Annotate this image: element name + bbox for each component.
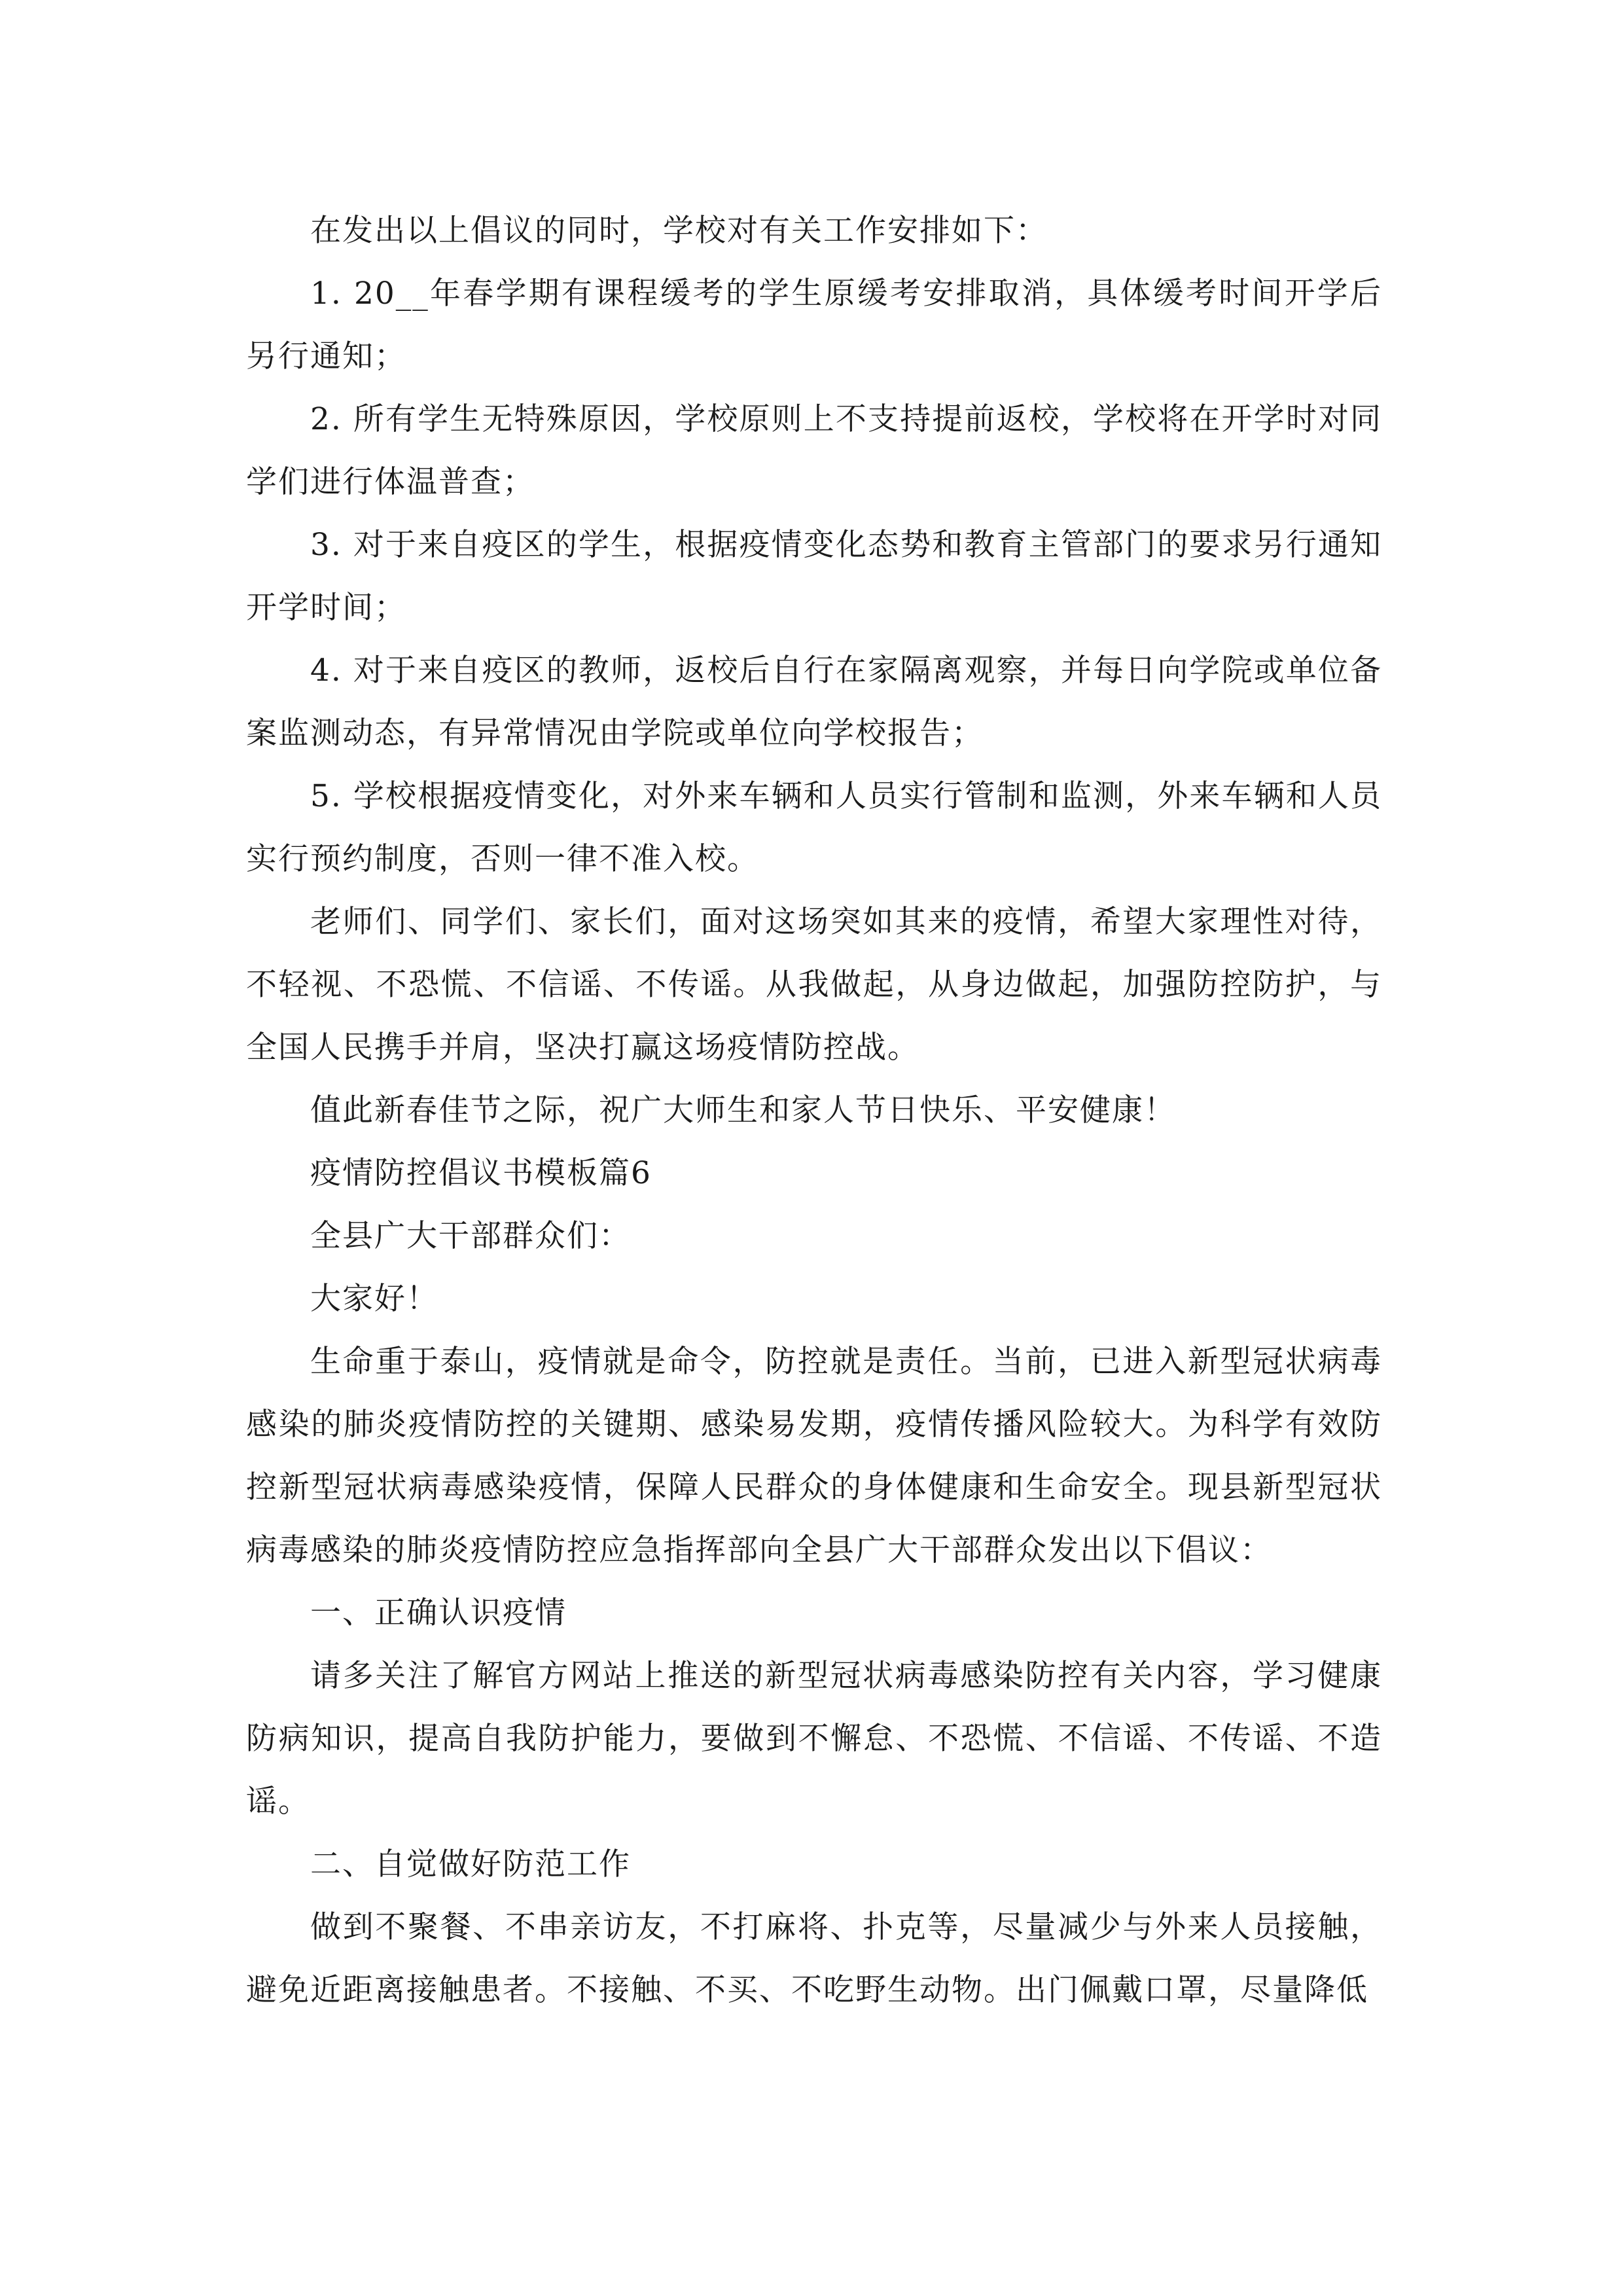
section-title: 疫情防控倡议书模板篇6 <box>310 1155 652 1191</box>
heading-2: 二、自觉做好防范工作 <box>310 1846 631 1882</box>
list-item-5: 5. 学校根据疫情变化，对外来车辆和人员实行管制和监测，外来车辆和人员实行预约制度，否则一律不准入校。 <box>246 778 1382 877</box>
paragraph-appeal: 老师们、同学们、家长们，面对这场突如其来的疫情，希望大家理性对待，不轻视、不恐慌、不信谣、不传谣。从我做起，从身边做起，加强防控防护，与全国人民携手并肩，坚决打赢这场疫情防控战。 <box>246 904 1382 1066</box>
paragraph-background: 生命重于泰山，疫情就是命令，防控就是责任。当前，已进入新型冠状病毒感染的肺炎疫情防控的关键期、感染易发期，疫情传播风险较大。为科学有效防控新型冠状病毒感染疫情，保障人民群众的身体健康和生命安全。现县新型冠状病毒感染的肺炎疫情防控应急指挥部向全县广大干部群众发出以下倡议： <box>246 1344 1382 1568</box>
greeting-line: 大家好！ <box>310 1281 438 1317</box>
list-item-2: 2. 所有学生无特殊原因，学校原则上不支持提前返校，学校将在开学时对同学们进行体温普查； <box>246 401 1382 500</box>
paragraph-heading-1: 请多关注了解官方网站上推送的新型冠状病毒感染防控有关内容，学习健康防病知识，提高自我防护能力，要做到不懈怠、不恐慌、不信谣、不传谣、不造谣。 <box>246 1658 1382 1820</box>
document-body <box>246 200 1382 2022</box>
list-item-4: 4. 对于来自疫区的教师，返校后自行在家隔离观察，并每日向学院或单位备案监测动态，有异常情况由学院或单位向学校报告； <box>246 653 1382 751</box>
paragraph-greeting: 值此新春佳节之际，祝广大师生和家人节日快乐、平安健康！ <box>310 1092 1176 1128</box>
list-item-1: 1. 20__年春学期有课程缓考的学生原缓考安排取消，具体缓考时间开学后另行通知； <box>246 276 1382 374</box>
paragraph-heading-2: 做到不聚餐、不串亲访友，不打麻将、扑克等，尽量减少与外来人员接触，避免近距离接触患者。不接触、不买、不吃野生动物。出门佩戴口罩，尽量降低 <box>246 1909 1382 2008</box>
salutation: 全县广大干部群众们： <box>310 1218 631 1254</box>
paragraph-intro: 在发出以上倡议的同时，学校对有关工作安排如下： <box>310 213 1048 249</box>
list-item-3: 3. 对于来自疫区的学生，根据疫情变化态势和教育主管部门的要求另行通知开学时间； <box>246 527 1382 626</box>
heading-1: 一、正确认识疫情 <box>310 1595 567 1631</box>
